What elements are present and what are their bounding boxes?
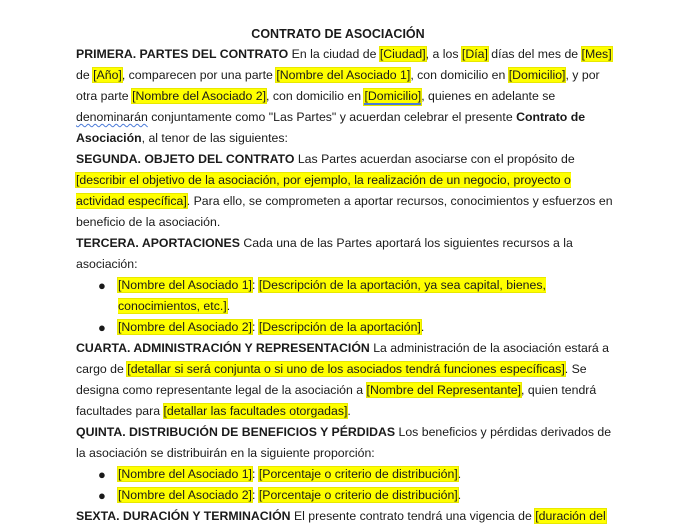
body-text: , quienes en adelante se [421, 89, 556, 103]
placeholder-asociado-1[interactable]: [Nombre del Asociado 1] [118, 467, 252, 481]
body-text: , y por otra parte [76, 68, 600, 103]
clause-heading: TERCERA. APORTACIONES [76, 236, 240, 250]
body-text: , a los [425, 47, 462, 61]
placeholder-representante[interactable]: [Nombre del Representante] [366, 383, 522, 397]
body-text: : [251, 467, 259, 481]
clause-sexta [76, 506, 616, 527]
clause-heading: CUARTA. ADMINISTRACIÓN Y REPRESENTACIÓN [76, 341, 370, 355]
aportaciones-list [76, 275, 616, 338]
body-text: , con domicilio en [410, 68, 509, 82]
list-item [76, 317, 616, 338]
placeholder-administracion[interactable]: [detallar si será conjunta o si uno de los asociados tendrá funciones específicas] [127, 362, 565, 376]
placeholder-porcentaje-2[interactable]: [Porcentaje o criterio de distribución] [258, 488, 458, 502]
body-text: . Para ello, se comprometen a aportar recursos, conocimientos y esfuerzos en beneficio de la asociación. [76, 194, 613, 229]
body-text: conjuntamente como "Las Partes" y acuerdan celebrar el presente [147, 110, 517, 124]
placeholder-porcentaje-1[interactable]: [Porcentaje o criterio de distribución] [258, 467, 458, 481]
placeholder-dia[interactable]: [Día] [461, 47, 488, 61]
body-text: días del mes de [487, 47, 582, 61]
body-text: . [226, 299, 231, 313]
contract-name: Contrato de Asociación [76, 110, 586, 145]
body-text: , con domicilio en [266, 89, 365, 103]
placeholder-asociado-2[interactable]: [Nombre del Asociado 2] [118, 320, 252, 334]
clause-tercera [76, 233, 616, 275]
body-text: , quien tendrá facultades para [76, 383, 597, 418]
bullet-icon: ● [98, 488, 106, 503]
distribucion-list [76, 464, 616, 506]
placeholder-duracion[interactable]: [duración del [535, 509, 606, 523]
body-text: Los beneficios y pérdidas derivados de la asociación se distribuirán en la siguiente proporción: [76, 425, 612, 460]
placeholder-asociado-1[interactable]: [Nombre del Asociado 1] [276, 68, 411, 82]
body-text: , comparecen por una parte [121, 68, 277, 82]
body-text: de [76, 68, 94, 82]
body-text: Cada una de las Partes aportará los siguientes recursos a la asociación: [76, 236, 573, 271]
body-text: La administración de la asociación estará a cargo de [76, 341, 610, 376]
placeholder-ciudad[interactable]: [Ciudad] [379, 47, 426, 61]
bullet-icon: ● [98, 278, 106, 293]
clause-heading: PRIMERA. PARTES DEL CONTRATO [76, 47, 289, 61]
bullet-icon: ● [98, 320, 106, 335]
list-item [76, 464, 616, 485]
body-text: . [457, 467, 462, 481]
placeholder-asociado-2[interactable]: [Nombre del Asociado 2] [118, 488, 252, 502]
body-text: : [251, 320, 259, 334]
clause-heading: QUINTA. DISTRIBUCIÓN DE BENEFICIOS Y PÉRDIDAS [76, 425, 396, 439]
body-text: . [457, 488, 462, 502]
list-item [76, 275, 616, 317]
placeholder-domicilio-2[interactable]: [Domicilio] [364, 89, 422, 103]
placeholder-asociado-1[interactable]: [Nombre del Asociado 1] [118, 278, 252, 292]
spellcheck-word[interactable]: denominarán [76, 110, 148, 124]
clause-cuarta [76, 338, 616, 422]
body-text: . [420, 320, 425, 334]
body-text: En la ciudad de [288, 47, 380, 61]
placeholder-domicilio-1[interactable]: [Domicilio] [508, 68, 566, 82]
placeholder-anio[interactable]: [Año] [93, 68, 122, 82]
placeholder-mes[interactable]: [Mes] [581, 47, 612, 61]
placeholder-asociado-2[interactable]: [Nombre del Asociado 2] [132, 89, 267, 103]
body-text: : [251, 488, 259, 502]
body-text: : [251, 278, 259, 292]
clause-heading: SEGUNDA. OBJETO DEL CONTRATO [76, 152, 295, 166]
placeholder-aportacion-2[interactable]: [Descripción de la aportación] [258, 320, 421, 334]
clause-segunda [76, 149, 616, 233]
body-text: . [347, 404, 351, 418]
body-text: El presente contrato tendrá una vigencia de [290, 509, 536, 523]
body-text: . Se designa como representante legal de la asociación a [76, 362, 587, 397]
bullet-icon: ● [98, 467, 106, 482]
placeholder-facultades[interactable]: [detallar las facultades otorgadas] [163, 404, 348, 418]
body-text: , al tenor de las siguientes: [141, 131, 288, 145]
clause-primera [76, 44, 616, 149]
clause-heading: SEXTA. DURACIÓN Y TERMINACIÓN [76, 509, 291, 523]
list-item [76, 485, 616, 506]
placeholder-aportacion-1[interactable]: [Descripción de la aportación, ya sea capital, bienes, conocimientos, etc.] [118, 278, 546, 313]
clause-quinta [76, 422, 616, 464]
placeholder-objetivo[interactable]: [describir el objetivo de la asociación, por ejemplo, la realización de un negocio, proyecto o actividad específica] [76, 173, 571, 208]
document-title: CONTRATO DE ASOCIACIÓN [251, 27, 425, 41]
body-text: Las Partes acuerdan asociarse con el propósito de [294, 152, 575, 166]
document-page [76, 24, 616, 527]
